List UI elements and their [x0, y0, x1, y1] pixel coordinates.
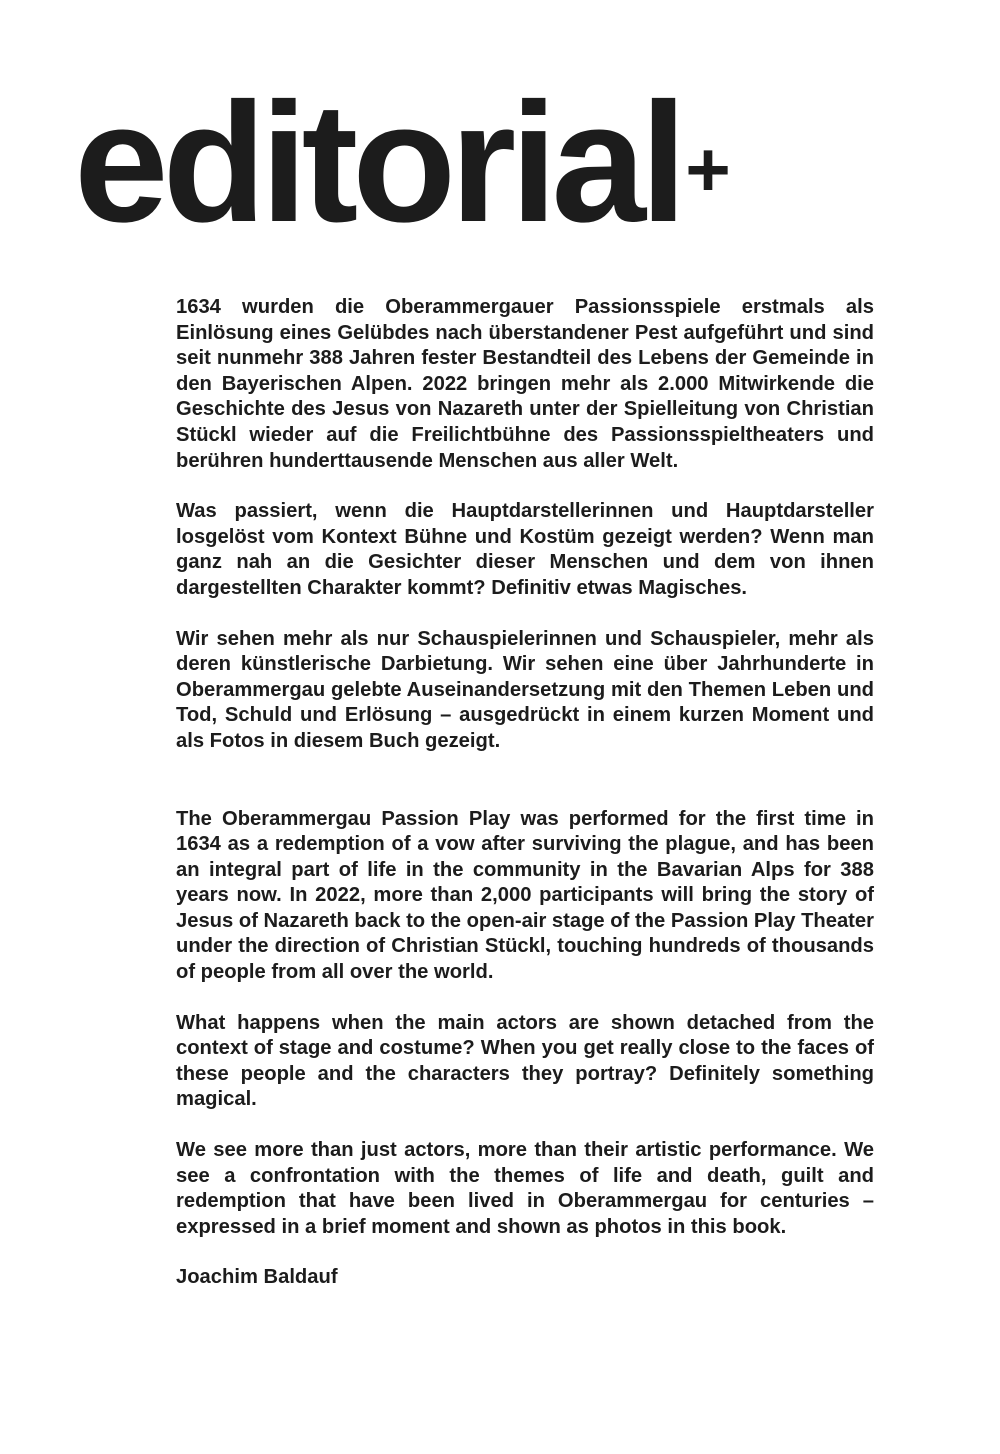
- title-plus-sign: +: [685, 125, 731, 213]
- german-paragraph-2: Was passiert, wenn die Hauptdarstellerinnen und Hauptdarsteller losgelöst vom Kontext Bühne und Kostüm gezeigt werden? Wenn man ganz nah an die Gesichter dieser Menschen und dem von ihnen dargestellten Charakter kommt? Definitiv etwas Magisches.: [176, 500, 874, 599]
- page-title-text: editorial: [74, 68, 682, 258]
- english-paragraph-1: The Oberammergau Passion Play was performed for the first time in 1634 as a redemption of a vow after surviving the plague, and has been an integral part of life in the community in the Bavarian Alps for 388 years now. In 2022, more than 2,000 participants will bring the story of Jesus of Nazareth back to the open-air stage of the Passion Play Theater under the direction of Christian Stückl, touching hundreds of thousands of people from all over the world.: [176, 807, 874, 984]
- german-paragraph-3: Wir sehen mehr als nur Schauspielerinnen und Schauspieler, mehr als deren künstlerische Darbietung. Wir sehen eine über Jahrhunderte in Oberammergau gelebte Auseinandersetzung mit den Themen Leben und Tod, Schuld und Erlösung – ausgedrückt in einem kurzen Moment und als Fotos in diesem Buch gezeigt.: [176, 627, 874, 752]
- english-paragraph-3: We see more than just actors, more than their artistic performance. We see a confrontation with the themes of life and death, guilt and redemption that have been lived in Oberammergau for centuries – expressed in a brief moment and shown as photos in this book.: [176, 1139, 874, 1238]
- english-paragraph-2: What happens when the main actors are shown detached from the context of stage and costume? When you get really close to the faces of these people and the characters they portray? Definitely something magical.: [176, 1011, 874, 1111]
- german-paragraph-1: 1634 wurden die Oberammergauer Passionsspiele erstmals als Einlösung eines Gelübdes nach überstandener Pest aufgeführt und sind seit nunmehr 388 Jahren fester Bestandteil des Lebens der Gemeinde in den Bayerischen Alpen. 2022 bringen mehr als 2.000 Mitwirkende die Geschichte des Jesus von Nazareth unter der Spielleitung von Christian Stückl wieder auf die Freilichtbühne des Passionsspieltheaters und berühren hunderttausende Menschen aus aller Welt.: [176, 296, 874, 472]
- editorial-body: [176, 295, 874, 1291]
- author-signature: Joachim Baldauf: [176, 1266, 338, 1289]
- page-title: [74, 68, 731, 258]
